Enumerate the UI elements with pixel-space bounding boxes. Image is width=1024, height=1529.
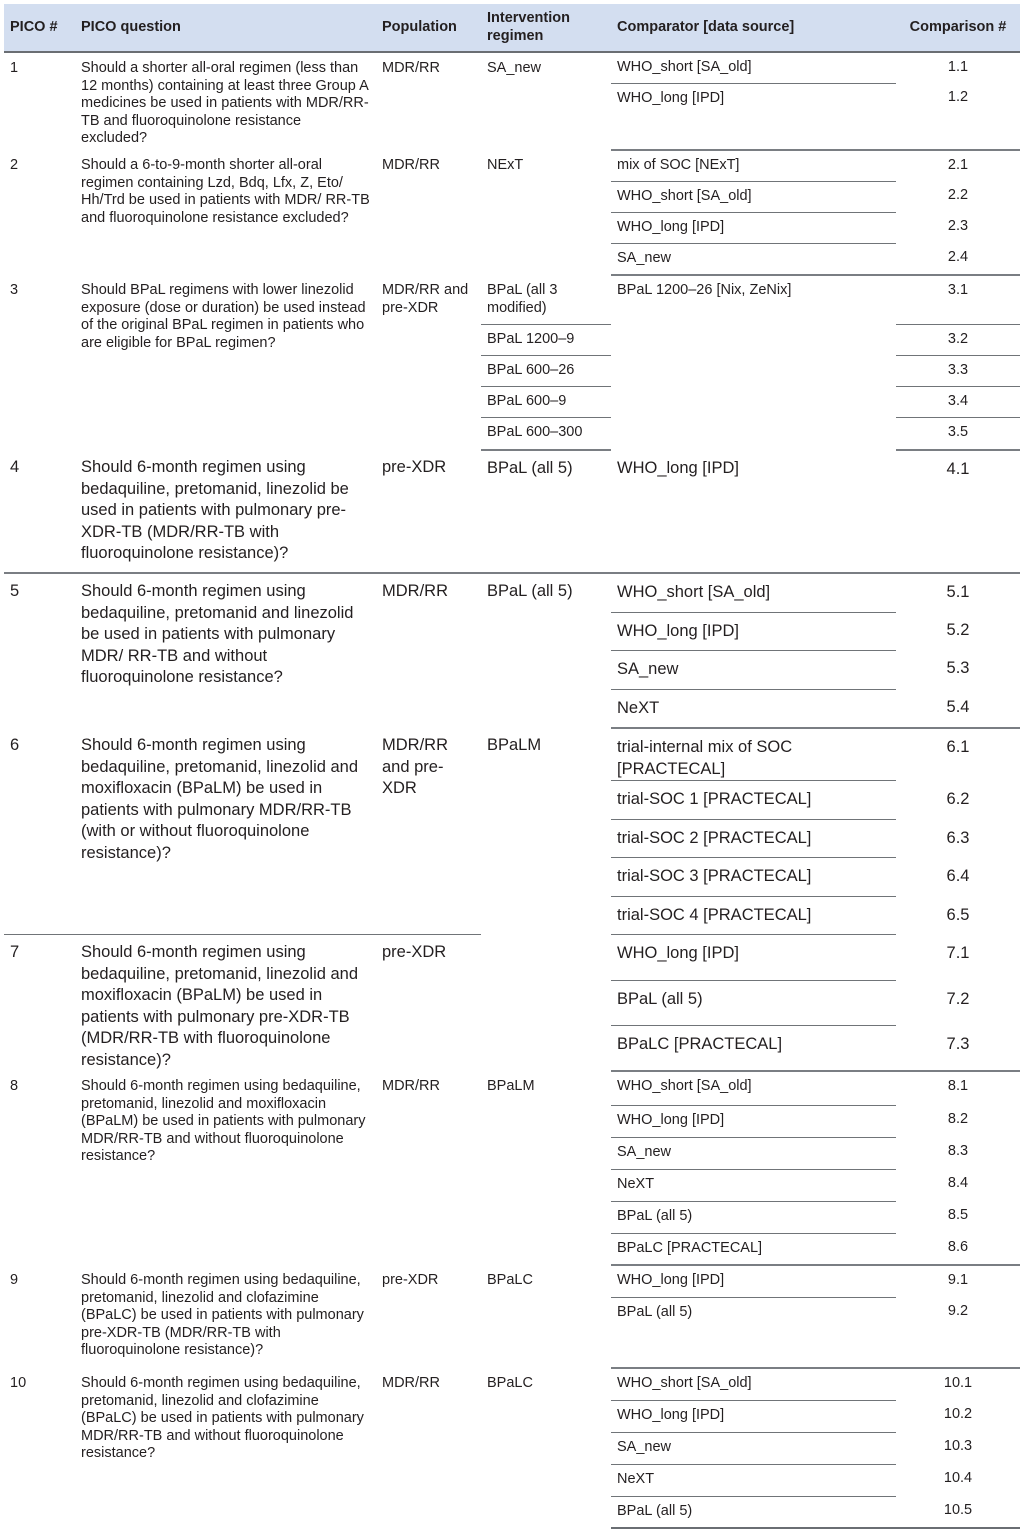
comparator: NeXT bbox=[611, 689, 896, 728]
comparison-number: 10.5 bbox=[896, 1496, 1020, 1528]
comparison-number: 3.1 bbox=[896, 275, 1020, 324]
header-comparison: Comparison # bbox=[896, 4, 1020, 52]
header-intervention: Intervention regimen bbox=[481, 4, 611, 52]
header-question: PICO question bbox=[75, 4, 376, 52]
comparison-number: 7.1 bbox=[946, 943, 970, 962]
comparison-number: 1.2 bbox=[896, 83, 1020, 150]
pico-question: Should 6-month regimen using bedaquiline, pretomanid, linezolid and clofazimine (BPaLC) be used in patients with pulmonary MDR/RR-TB and without fluoroquinolone resistance? bbox=[81, 1375, 364, 1461]
population: pre-XDR bbox=[376, 935, 481, 1072]
pico-question: Should 6-month regimen using bedaquiline, pretomanid, linezolid be used in patients with pulmonary pre-XDR-TB (MDR/RR-TB with fluoroquinolone resistance)? bbox=[75, 450, 376, 573]
comparison-number: 9.2 bbox=[896, 1297, 1020, 1368]
comparison-number: 2.3 bbox=[947, 218, 969, 234]
comparator: BPaL (all 5) bbox=[611, 981, 896, 1026]
comparator: WHO_long [IPD] bbox=[611, 1105, 896, 1137]
comparator: WHO_long [IPD] bbox=[611, 83, 896, 150]
table-row bbox=[4, 150, 1020, 181]
table-row bbox=[4, 52, 1020, 83]
comparison-number: 8.4 bbox=[947, 1175, 969, 1191]
comparator: SA_new bbox=[611, 243, 896, 275]
population: MDR/RR bbox=[382, 582, 448, 600]
comparator: trial-SOC 2 [PRACTECAL] bbox=[611, 820, 896, 858]
comparison-number: 3.3 bbox=[896, 355, 1020, 386]
pico-number: 1 bbox=[10, 60, 19, 76]
comparator: WHO_long [IPD] bbox=[611, 1265, 896, 1297]
pico-question: Should BPaL regimens with lower linezolid exposure (dose or duration) be used instead of the original BPaL regimen in patients who are eligible for BPaL regimen? bbox=[81, 282, 366, 351]
comparator: WHO_short [SA_old] bbox=[611, 1368, 896, 1400]
comparison-number: 7.2 bbox=[946, 989, 970, 1008]
comparator: BPaL (all 5) bbox=[611, 1201, 896, 1233]
comparison-number: 10.2 bbox=[943, 1406, 973, 1422]
comparison-number: 5.3 bbox=[946, 659, 970, 677]
comparator: WHO_long [IPD] bbox=[611, 935, 896, 981]
comparator: BPaLC [PRACTECAL] bbox=[611, 1233, 896, 1265]
comparator: BPaL (all 5) bbox=[611, 1496, 896, 1528]
pico-number: 8 bbox=[10, 1078, 19, 1094]
comparator: WHO_short [SA_old] bbox=[611, 181, 896, 212]
pico-number: 7 bbox=[4, 935, 75, 1072]
comparator: trial-SOC 1 [PRACTECAL] bbox=[611, 781, 896, 820]
intervention: SA_new bbox=[487, 60, 542, 76]
comparator: WHO_long [IPD] bbox=[611, 1400, 896, 1432]
comparison-number: 3.2 bbox=[896, 324, 1020, 355]
pico-question: Should 6-month regimen using bedaquiline, pretomanid, linezolid and moxifloxacin (BPaLM) be used in patients with pulmonary pre-XDR-TB (MDR/RR-TB with fluoroquinolone resistance)? bbox=[75, 935, 376, 1072]
table-row bbox=[4, 450, 1020, 573]
comparator: BPaLC [PRACTECAL] bbox=[611, 1026, 896, 1071]
table-row bbox=[4, 728, 1020, 781]
population: MDR/RR and pre-XDR bbox=[382, 282, 469, 316]
pico-number: 3 bbox=[10, 282, 19, 298]
pico-question: Should 6-month regimen using bedaquiline, pretomanid and linezolid be used in patients with pulmonary MDR/ RR-TB and without fluoroquinolone resistance? bbox=[81, 582, 354, 686]
comparator: WHO_short [SA_old] bbox=[611, 573, 896, 612]
comparison-number: 7.3 bbox=[896, 1026, 1020, 1071]
comparator: BPaL (all 5) bbox=[611, 1297, 896, 1368]
pico-number: 10 bbox=[10, 1375, 27, 1391]
population: MDR/RR bbox=[382, 1078, 440, 1094]
comparison-number: 6.3 bbox=[946, 828, 970, 847]
header-population: Population bbox=[376, 4, 481, 52]
comparison-number: 3.4 bbox=[896, 386, 1020, 417]
intervention: BPaLC bbox=[487, 1375, 533, 1391]
comparison-number: 8.3 bbox=[947, 1143, 969, 1159]
population: pre-XDR bbox=[382, 1272, 439, 1288]
intervention: BPaL (all 3 modified) bbox=[481, 275, 611, 324]
table-row bbox=[4, 1071, 1020, 1105]
comparator: WHO_short [SA_old] bbox=[611, 1071, 896, 1105]
comparator: mix of SOC [NExT] bbox=[611, 150, 896, 181]
comparator: SA_new bbox=[611, 1137, 896, 1169]
population: pre-XDR bbox=[376, 450, 481, 573]
comparison-number: 5.1 bbox=[946, 583, 970, 601]
intervention: BPaLC bbox=[487, 1272, 533, 1288]
comparison-number: 6.2 bbox=[946, 789, 970, 808]
population: MDR/RR and pre-XDR bbox=[382, 736, 448, 797]
comparator: trial-SOC 3 [PRACTECAL] bbox=[611, 858, 896, 897]
table-header bbox=[4, 4, 1020, 52]
pico-question: Should 6-month regimen using bedaquiline, pretomanid, linezolid and clofazimine (BPaLC) be used in patients with pulmonary pre-XDR-TB (MDR/RR-TB with fluoroquinolone resistance)? bbox=[81, 1272, 364, 1358]
comparison-number: 10.4 bbox=[943, 1470, 973, 1486]
intervention: BPaL 600–26 bbox=[481, 355, 611, 386]
table-row bbox=[4, 275, 1020, 324]
pico-question: Should 6-month regimen using bedaquiline, pretomanid, linezolid and moxifloxacin (BPaLM) be used in patients with pulmonary MDR/RR-TB and without fluoroquinolone resistance? bbox=[81, 1078, 366, 1164]
pico-number: 2 bbox=[10, 157, 19, 173]
comparison-number: 2.2 bbox=[947, 187, 969, 203]
pico-question: Should 6-month regimen using bedaquiline, pretomanid, linezolid and moxifloxacin (BPaLM) be used in patients with pulmonary MDR/RR-TB (with or without fluoroquinolone resistance)? bbox=[81, 736, 359, 862]
intervention: BPaL (all 5) bbox=[487, 582, 573, 600]
comparator: NeXT bbox=[611, 1169, 896, 1201]
comparison-number: 8.5 bbox=[947, 1207, 969, 1223]
intervention: BPaL (all 5) bbox=[481, 450, 611, 573]
intervention: BPaL 600–300 bbox=[481, 417, 611, 450]
comparator: WHO_long [IPD] bbox=[611, 212, 896, 243]
comparison-number: 8.6 bbox=[896, 1233, 1020, 1265]
comparison-number: 2.4 bbox=[896, 243, 1020, 275]
pico-question: Should a 6-to-9-month shorter all-oral regimen containing Lzd, Bdq, Lfx, Z, Eto/ Hh/Trd be used in patients with MDR/ RR-TB and fluoroquinolone resistance excluded? bbox=[81, 157, 370, 226]
pico-number: 4 bbox=[4, 450, 75, 573]
comparator: trial-SOC 4 [PRACTECAL] bbox=[611, 897, 896, 935]
comparison-number: 5.4 bbox=[896, 689, 1020, 728]
comparator: NeXT bbox=[611, 1464, 896, 1496]
header-comparator: Comparator [data source] bbox=[611, 4, 896, 52]
comparison-number: 6.1 bbox=[946, 738, 970, 756]
table-row bbox=[4, 1265, 1020, 1297]
pico-number: 5 bbox=[10, 582, 20, 600]
table-row bbox=[4, 1368, 1020, 1400]
comparison-number: 10.1 bbox=[943, 1375, 973, 1391]
pico-number: 6 bbox=[10, 736, 20, 754]
pico-table bbox=[4, 4, 1020, 1529]
comparison-number: 5.2 bbox=[946, 621, 970, 639]
pico-number: 9 bbox=[10, 1272, 19, 1288]
header-pico: PICO # bbox=[4, 4, 75, 52]
comparison-number: 9.1 bbox=[947, 1272, 969, 1288]
comparator: trial-internal mix of SOC [PRACTECAL] bbox=[611, 728, 896, 781]
intervention: BPaL 600–9 bbox=[481, 386, 611, 417]
comparison-number: 6.5 bbox=[946, 905, 970, 924]
intervention: NExT bbox=[487, 157, 524, 173]
comparison-number: 8.2 bbox=[947, 1111, 969, 1127]
population: MDR/RR bbox=[382, 157, 440, 173]
comparator: SA_new bbox=[611, 1432, 896, 1464]
comparator: WHO_short [SA_old] bbox=[611, 52, 896, 83]
population: MDR/RR bbox=[382, 1375, 440, 1391]
comparator: SA_new bbox=[611, 650, 896, 689]
comparison-number: 2.1 bbox=[947, 157, 969, 173]
comparison-number: 8.1 bbox=[947, 1078, 969, 1094]
comparison-number: 6.4 bbox=[946, 866, 970, 885]
table-row bbox=[4, 573, 1020, 612]
comparator: WHO_long [IPD] bbox=[611, 450, 896, 573]
comparison-number: 1.1 bbox=[947, 59, 969, 75]
intervention: BPaL 1200–9 bbox=[481, 324, 611, 355]
comparator: BPaL 1200–26 [Nix, ZeNix] bbox=[617, 282, 792, 298]
comparison-number: 4.1 bbox=[896, 450, 1020, 573]
population: MDR/RR bbox=[382, 60, 440, 76]
comparison-number: 3.5 bbox=[896, 417, 1020, 450]
comparator: WHO_long [IPD] bbox=[611, 612, 896, 650]
comparison-number: 10.3 bbox=[943, 1438, 973, 1454]
intervention: BPaLM bbox=[487, 1078, 535, 1094]
pico-question: Should a shorter all-oral regimen (less than 12 months) containing at least three Group A medicines be used in patients with MDR/RR-TB and fluoroquinolone resistance excluded? bbox=[81, 60, 369, 146]
intervention: BPaLM bbox=[487, 736, 542, 754]
